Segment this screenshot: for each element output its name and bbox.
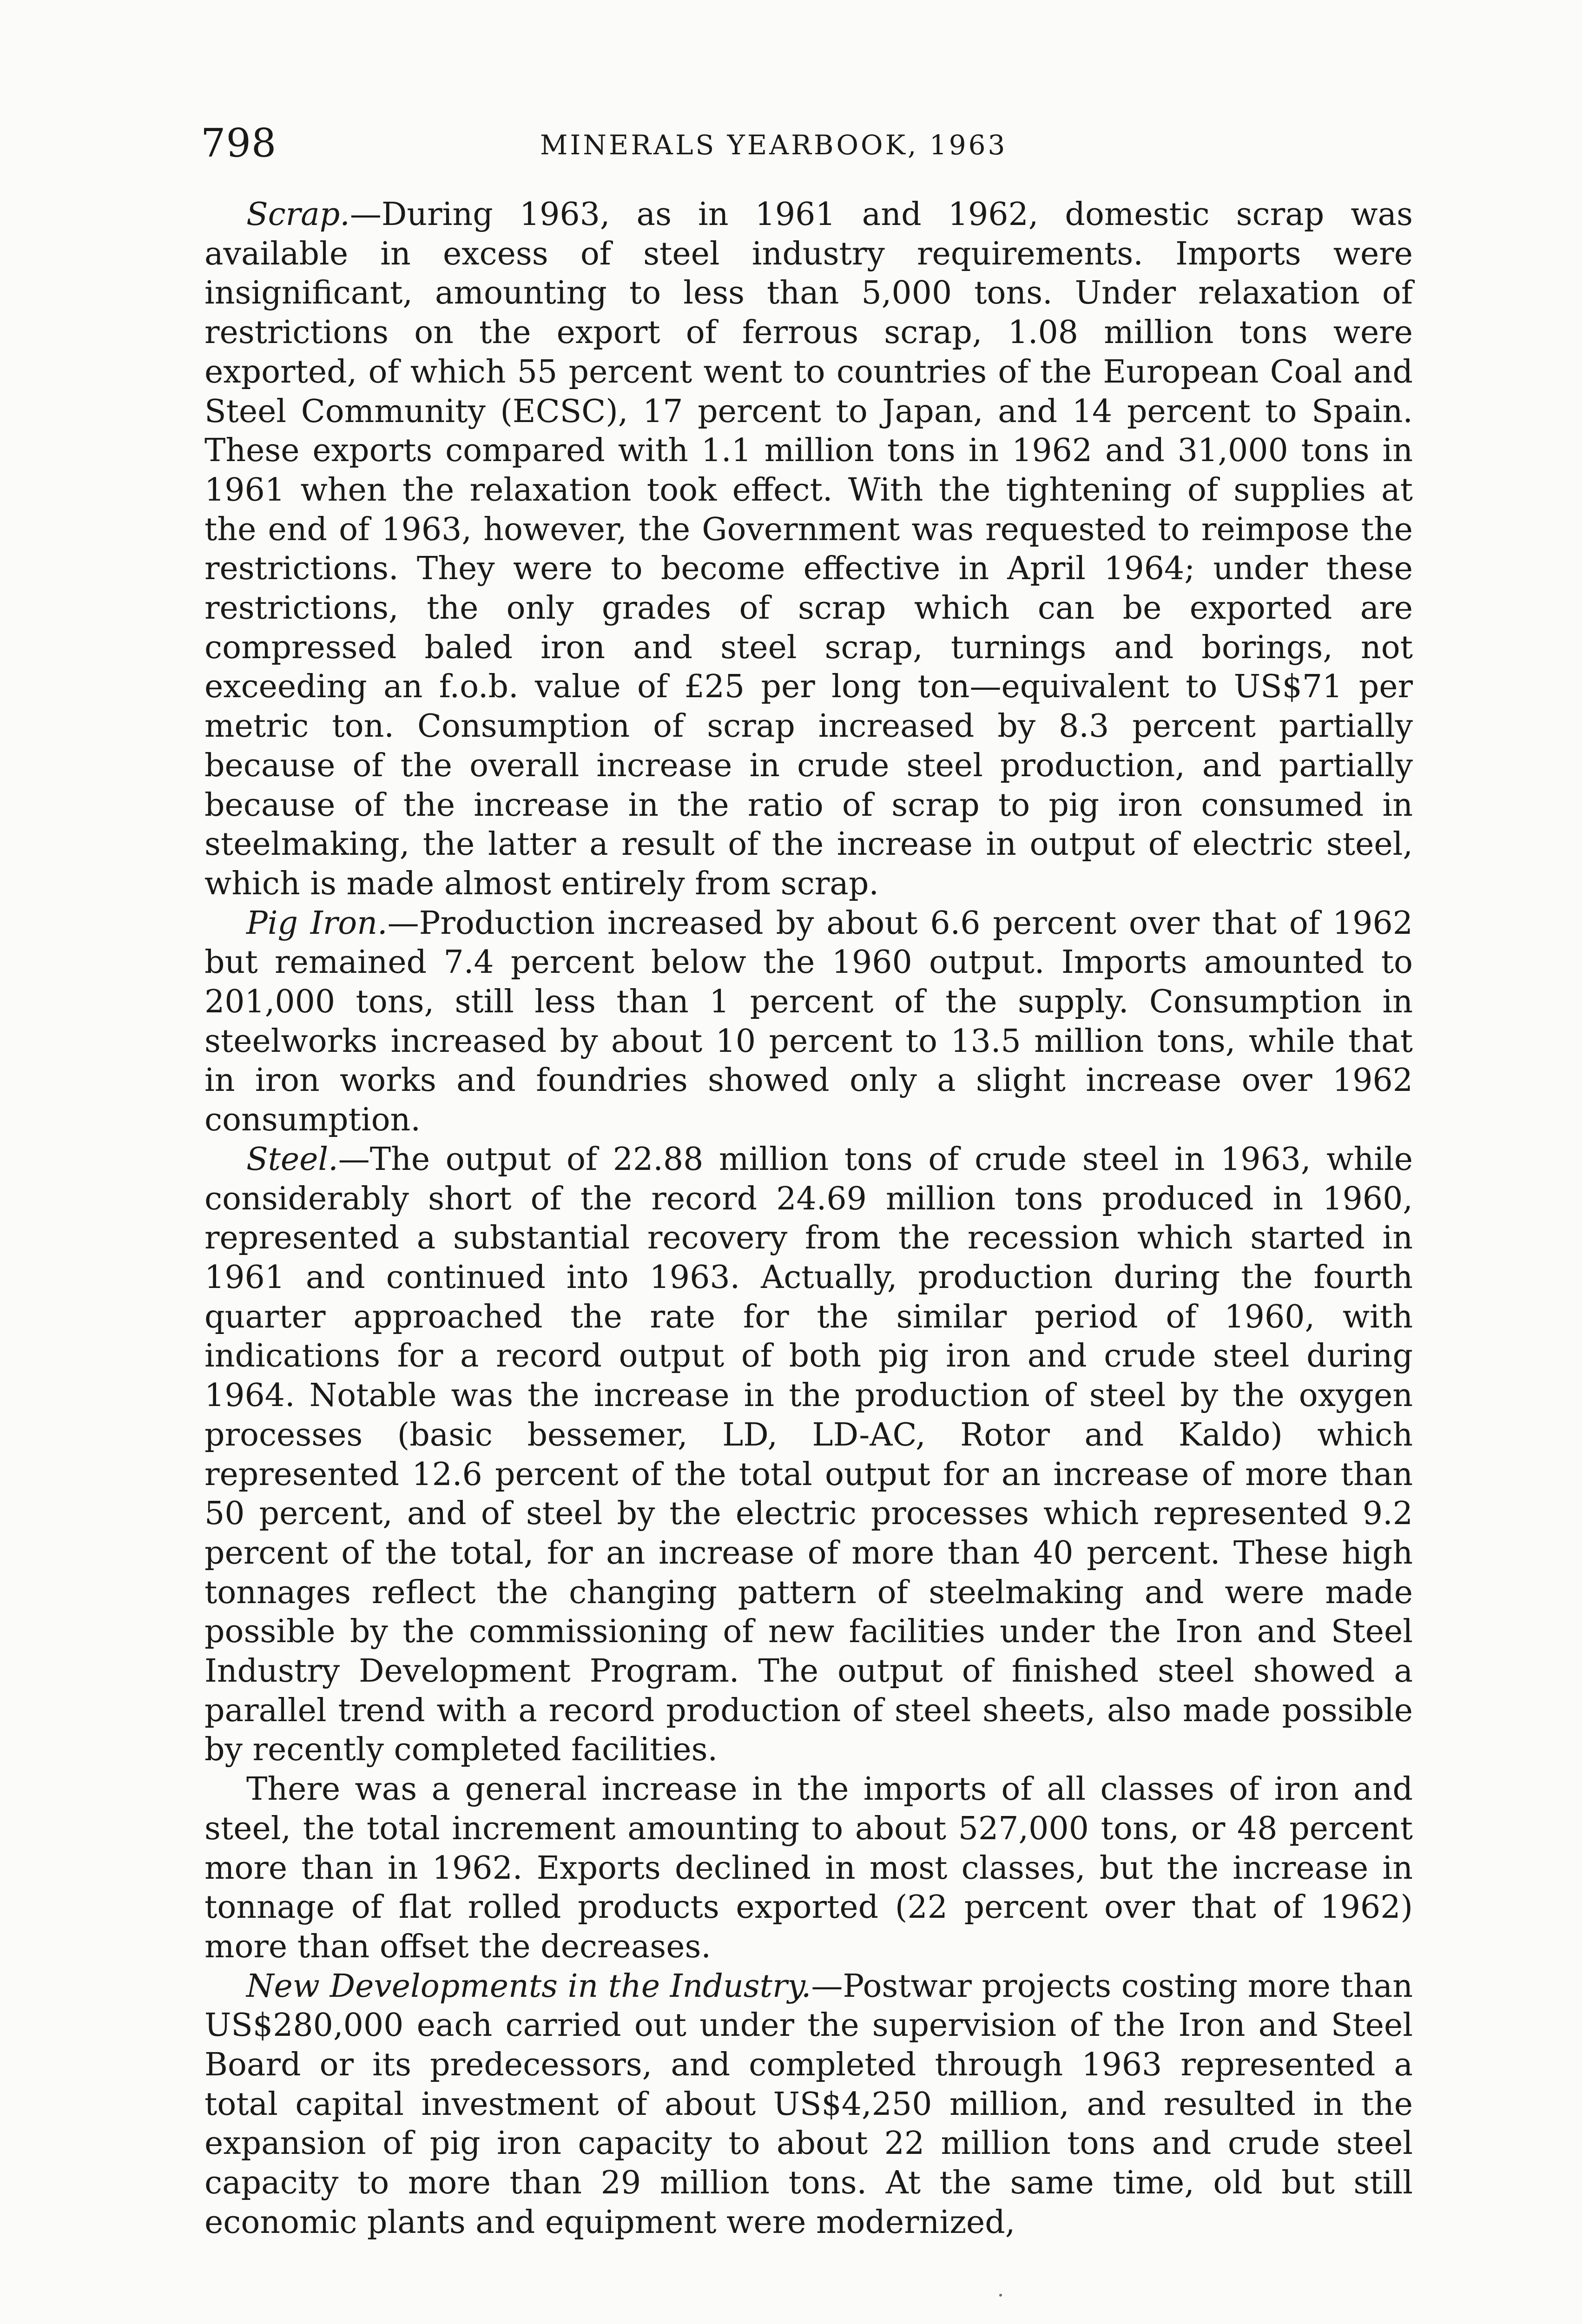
paragraph-imports-exports	[204, 1770, 1413, 1967]
paragraph-text-scrap: —During 1963, as in 1961 and 1962, domestic scrap was available in excess of steel industry requirements. Imports were insignificant, amounting to less than 5,000 tons. Under relaxation of restrictions on the export of ferrous scrap, 1.08 million tons were exported, of which 55 percent went to countries of the European Coal and Steel Community (ECSC), 17 percent to Japan, and 14 percent to Spain. These exports compared with 1.1 million tons in 1962 and 31,000 tons in 1961 when the relaxation took effect. With the tightening of supplies at the end of 1963, however, the Government was requested to reimpose the restrictions. They were to become effective in April 1964; under these restrictions, the only grades of scrap which can be exported are compressed baled iron and steel scrap, turnings and borings, not exceeding an f.o.b. value of £25 per long ton—equivalent to US$71 per metric ton. Consumption of scrap increased by 8.3 percent partially because of the overall increase in crude steel production, and partially because of the increase in the ratio of scrap to pig iron consumed in steelmaking, the latter a result of the increase in output of electric steel, which is made almost entirely from scrap.	[204, 196, 1413, 902]
run-in-heading-new-developments: New Developments in the Industry.	[246, 1967, 811, 2005]
page-number: 798	[201, 120, 277, 166]
paragraph-text-new-developments: —Postwar projects costing more than US$280,000 each carried out under the supervision of the Iron and Steel Board or its predecessors, and completed through 1963 represented a total capital investment of about US$4,250 million, and resulted in the expansion of pig iron capacity to about 22 million tons and crude steel capacity to more than 29 million tons. At the same time, old but still economic plants and equipment were modernized,	[204, 1967, 1413, 2241]
run-in-heading-pig-iron: Pig Iron.	[246, 905, 388, 942]
paragraph-text-pig-iron: —Production increased by about 6.6 percent over that of 1962 but remained 7.4 percent below the 1960 output. Imports amounted to 201,000 tons, still less than 1 percent of the supply. Consumption in steelworks increased by about 10 percent to 13.5 million tons, while that in iron works and foundries showed only a slight increase over 1962 consumption.	[204, 905, 1413, 1139]
body-text	[204, 195, 1413, 2243]
paragraph-scrap	[204, 195, 1413, 904]
run-in-heading-steel: Steel.	[246, 1141, 338, 1178]
scan-speck	[999, 2294, 1002, 2297]
paragraph-new-developments	[204, 1967, 1413, 2243]
page-header	[201, 120, 1414, 171]
running-title: MINERALS YEARBOOK, 1963	[540, 129, 1008, 161]
paragraph-text-imports-exports: There was a general increase in the imports of all classes of iron and steel, the total increment amounting to about 527,000 tons, or 48 percent more than in 1962. Exports declined in most classes, but the increase in tonnage of flat rolled products exported (22 percent over that of 1962) more than offset the decreases.	[204, 1771, 1413, 1965]
paragraph-text-steel: —The output of 22.88 million tons of crude steel in 1963, while considerably short of the record 24.69 million tons produced in 1960, represented a substantial recovery from the recession which started in 1961 and continued into 1963. Actually, production during the fourth quarter approached the rate for the similar period of 1960, with indications for a record output of both pig iron and crude steel during 1964. Notable was the increase in the production of steel by the oxygen processes (basic bessemer, LD, LD-AC, Rotor and Kaldo) which represented 12.6 percent of the total output for an increase of more than 50 percent, and of steel by the electric processes which represented 9.2 percent of the total, for an increase of more than 40 percent. These high tonnages reflect the changing pattern of steelmaking and were made possible by the commissioning of new facilities under the Iron and Steel Industry Development Program. The output of finished steel showed a parallel trend with a record production of steel sheets, also made possible by recently completed facilities.	[204, 1141, 1413, 1769]
paragraph-steel	[204, 1140, 1413, 1770]
paragraph-pig-iron	[204, 904, 1413, 1140]
run-in-heading-scrap: Scrap.	[246, 196, 350, 233]
